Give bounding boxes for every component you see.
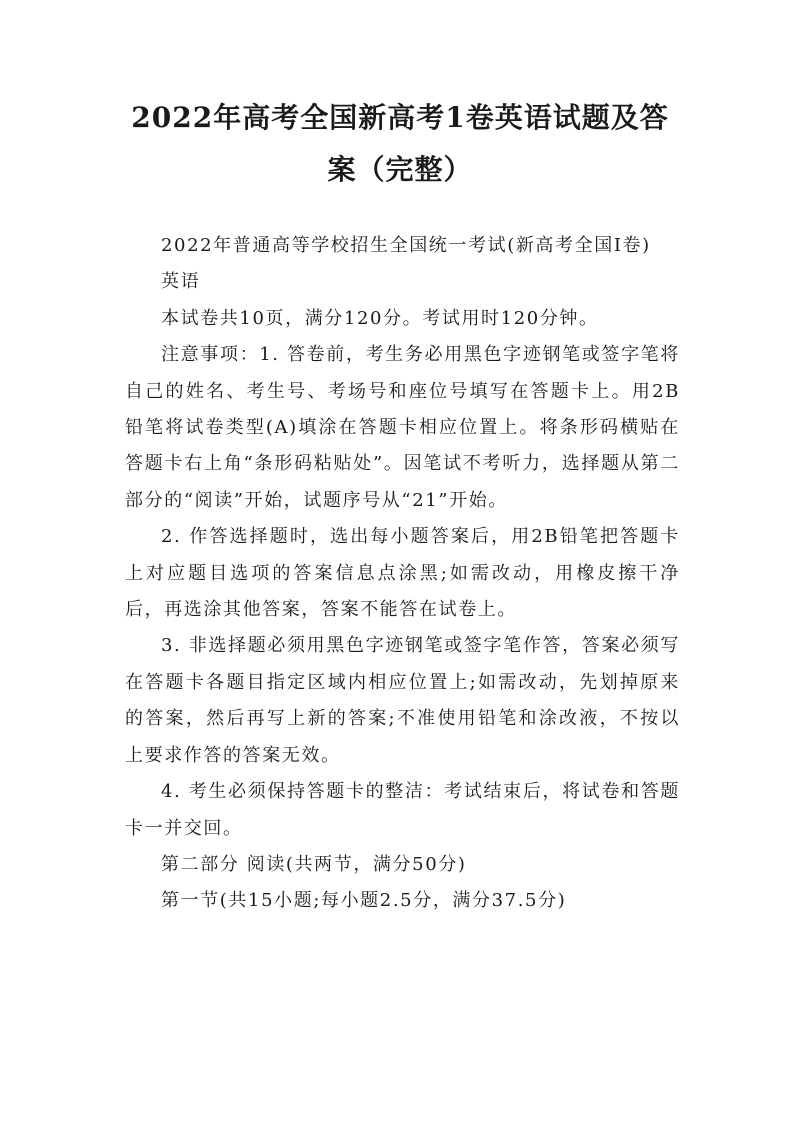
instruction-4: 4. 考生必须保持答题卡的整洁：考试结束后，将试卷和答题卡一并交回。 [125, 781, 680, 839]
instruction-3: 3. 非选择题必须用黑色字迹钢笔或签字笔作答，答案必须写在答题卡各题目指定区域内相应位置上;如需改动，先划掉原来的答案，然后再写上新的答案;不准使用铅笔和涂改液，不按以上要求作答的答案无效。 [125, 635, 680, 766]
instruction-2: 2. 作答选择题时，选出每小题答案后，用2B铅笔把答题卡上对应题目选项的答案信息点涂黑;如需改动，用橡皮擦干净后，再选涂其他答案，答案不能答在试卷上。 [125, 526, 680, 621]
section-heading: 第二部分 阅读(共两节，满分50分) [161, 853, 467, 875]
document-body [125, 228, 680, 920]
instruction-1: 注意事项：1. 答卷前，考生务必用黑色字迹钢笔或签字笔将自己的姓名、考生号、考场号和座位号填写在答题卡上。用2B铅笔将试卷类型(A)填涂在答题卡相应位置上。将条形码横贴在答题卡右上角“条形码粘贴处”。因笔试不考听力，选择题从第二部分的“阅读”开始，试题序号从“21”开始。 [125, 344, 680, 511]
subsection-heading: 第一节(共15小题;每小题2.5分，满分37.5分) [161, 890, 567, 912]
subject-label: 英语 [161, 271, 201, 293]
exam-info: 本试卷共10页，满分120分。考试用时120分钟。 [161, 307, 599, 329]
exam-heading: 2022年普通高等学校招生全国统一考试(新高考全国Ⅰ卷) [161, 235, 651, 256]
document-title: 2022年高考全国新高考1卷英语试题及答案（完整） [131, 101, 669, 186]
